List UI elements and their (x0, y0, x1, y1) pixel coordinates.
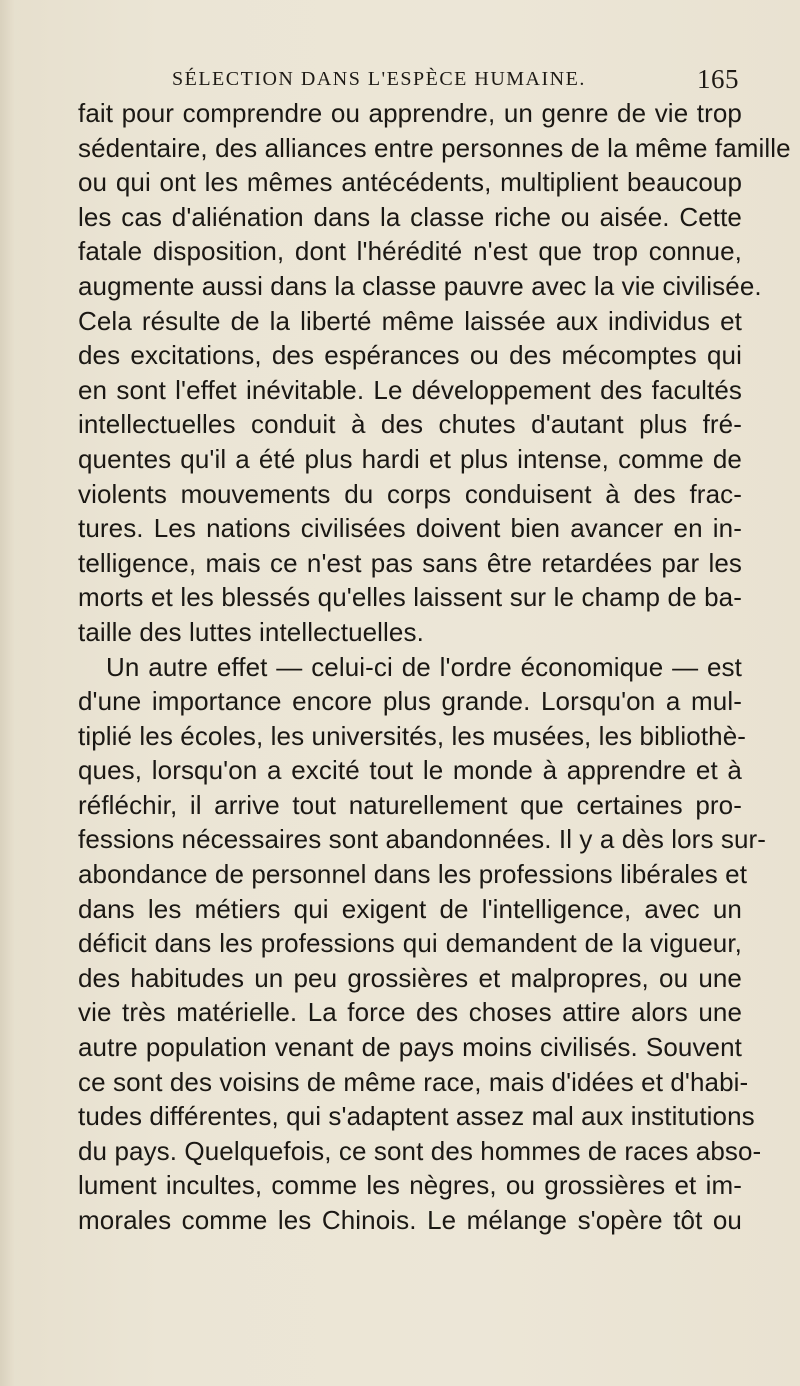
text-line: abondance de personnel dans les professions libérales et (78, 859, 748, 890)
text-line: dans les métiers qui exigent de l'intelligence, avec un (78, 893, 742, 924)
text-line: ou qui ont les mêmes antécédents, multiplient beaucoup (78, 167, 742, 198)
page-number: 165 (697, 64, 739, 94)
text-line: du pays. Quelquefois, ce sont des hommes de races abso- (78, 1135, 762, 1166)
text-line: violents mouvements du corps conduisent à des frac- (78, 478, 742, 509)
text-line: fessions nécessaires sont abandonnées. Il y a dès lors sur- (78, 824, 767, 855)
page-header (0, 60, 800, 100)
text-line: telligence, mais ce n'est pas sans être retardées par les (78, 547, 742, 578)
running-title: SÉLECTION DANS L'ESPÈCE HUMAINE. (172, 68, 586, 90)
text-line: Un autre effet — celui-ci de l'ordre économique — est (106, 651, 742, 682)
text-line: des habitudes un peu grossières et malpropres, ou une (78, 962, 742, 993)
text-line: vie très matérielle. La force des choses attire alors une (78, 997, 742, 1028)
text-line: morales comme les Chinois. Le mélange s'opère tôt ou (78, 1205, 742, 1235)
text-line: lument incultes, comme les nègres, ou grossières et im- (78, 1170, 742, 1201)
text-line: fatale disposition, dont l'hérédité n'est que trop connue, (78, 236, 742, 267)
text-line: réfléchir, il arrive tout naturellement que certaines pro- (78, 789, 742, 820)
text-line: Cela résulte de la liberté même laissée aux individus et (78, 305, 742, 336)
text-line: ques, lorsqu'on a excité tout le monde à apprendre et à (78, 755, 742, 786)
text-line: ce sont des voisins de même race, mais d'idées et d'habi- (78, 1066, 749, 1097)
text-line: tudes différentes, qui s'adaptent assez mal aux institutions (78, 1101, 755, 1132)
text-line: augmente aussi dans la classe pauvre avec la vie civilisée. (78, 270, 762, 301)
text-line: des excitations, des espérances ou des mécomptes qui (78, 340, 742, 371)
text-line: sédentaire, des alliances entre personnes de la même famille (78, 132, 791, 163)
text-line: fait pour comprendre ou apprendre, un genre de vie trop (78, 98, 742, 128)
body-text (78, 96, 791, 1238)
text-line: déficit dans les professions qui demandent de la vigueur, (78, 928, 742, 959)
text-line: les cas d'aliénation dans la classe riche ou aisée. Cette (78, 201, 742, 232)
text-line: d'une importance encore plus grande. Lorsqu'on a mul- (78, 686, 742, 717)
text-line: tures. Les nations civilisées doivent bien avancer en in- (78, 513, 742, 544)
text-line: morts et les blessés qu'elles laissent sur le champ de ba- (78, 582, 742, 613)
text-line: intellectuelles conduit à des chutes d'autant plus fré- (78, 409, 742, 440)
text-line: tiplié les écoles, les universités, les musées, les bibliothè- (78, 720, 747, 751)
text-line: en sont l'effet inévitable. Le développement des facultés (78, 374, 742, 405)
text-line: quentes qu'il a été plus hardi et plus intense, comme de (78, 443, 742, 474)
text-line: autre population venant de pays moins civilisés. Souvent (78, 1032, 742, 1063)
text-line: taille des luttes intellectuelles. (78, 616, 424, 647)
